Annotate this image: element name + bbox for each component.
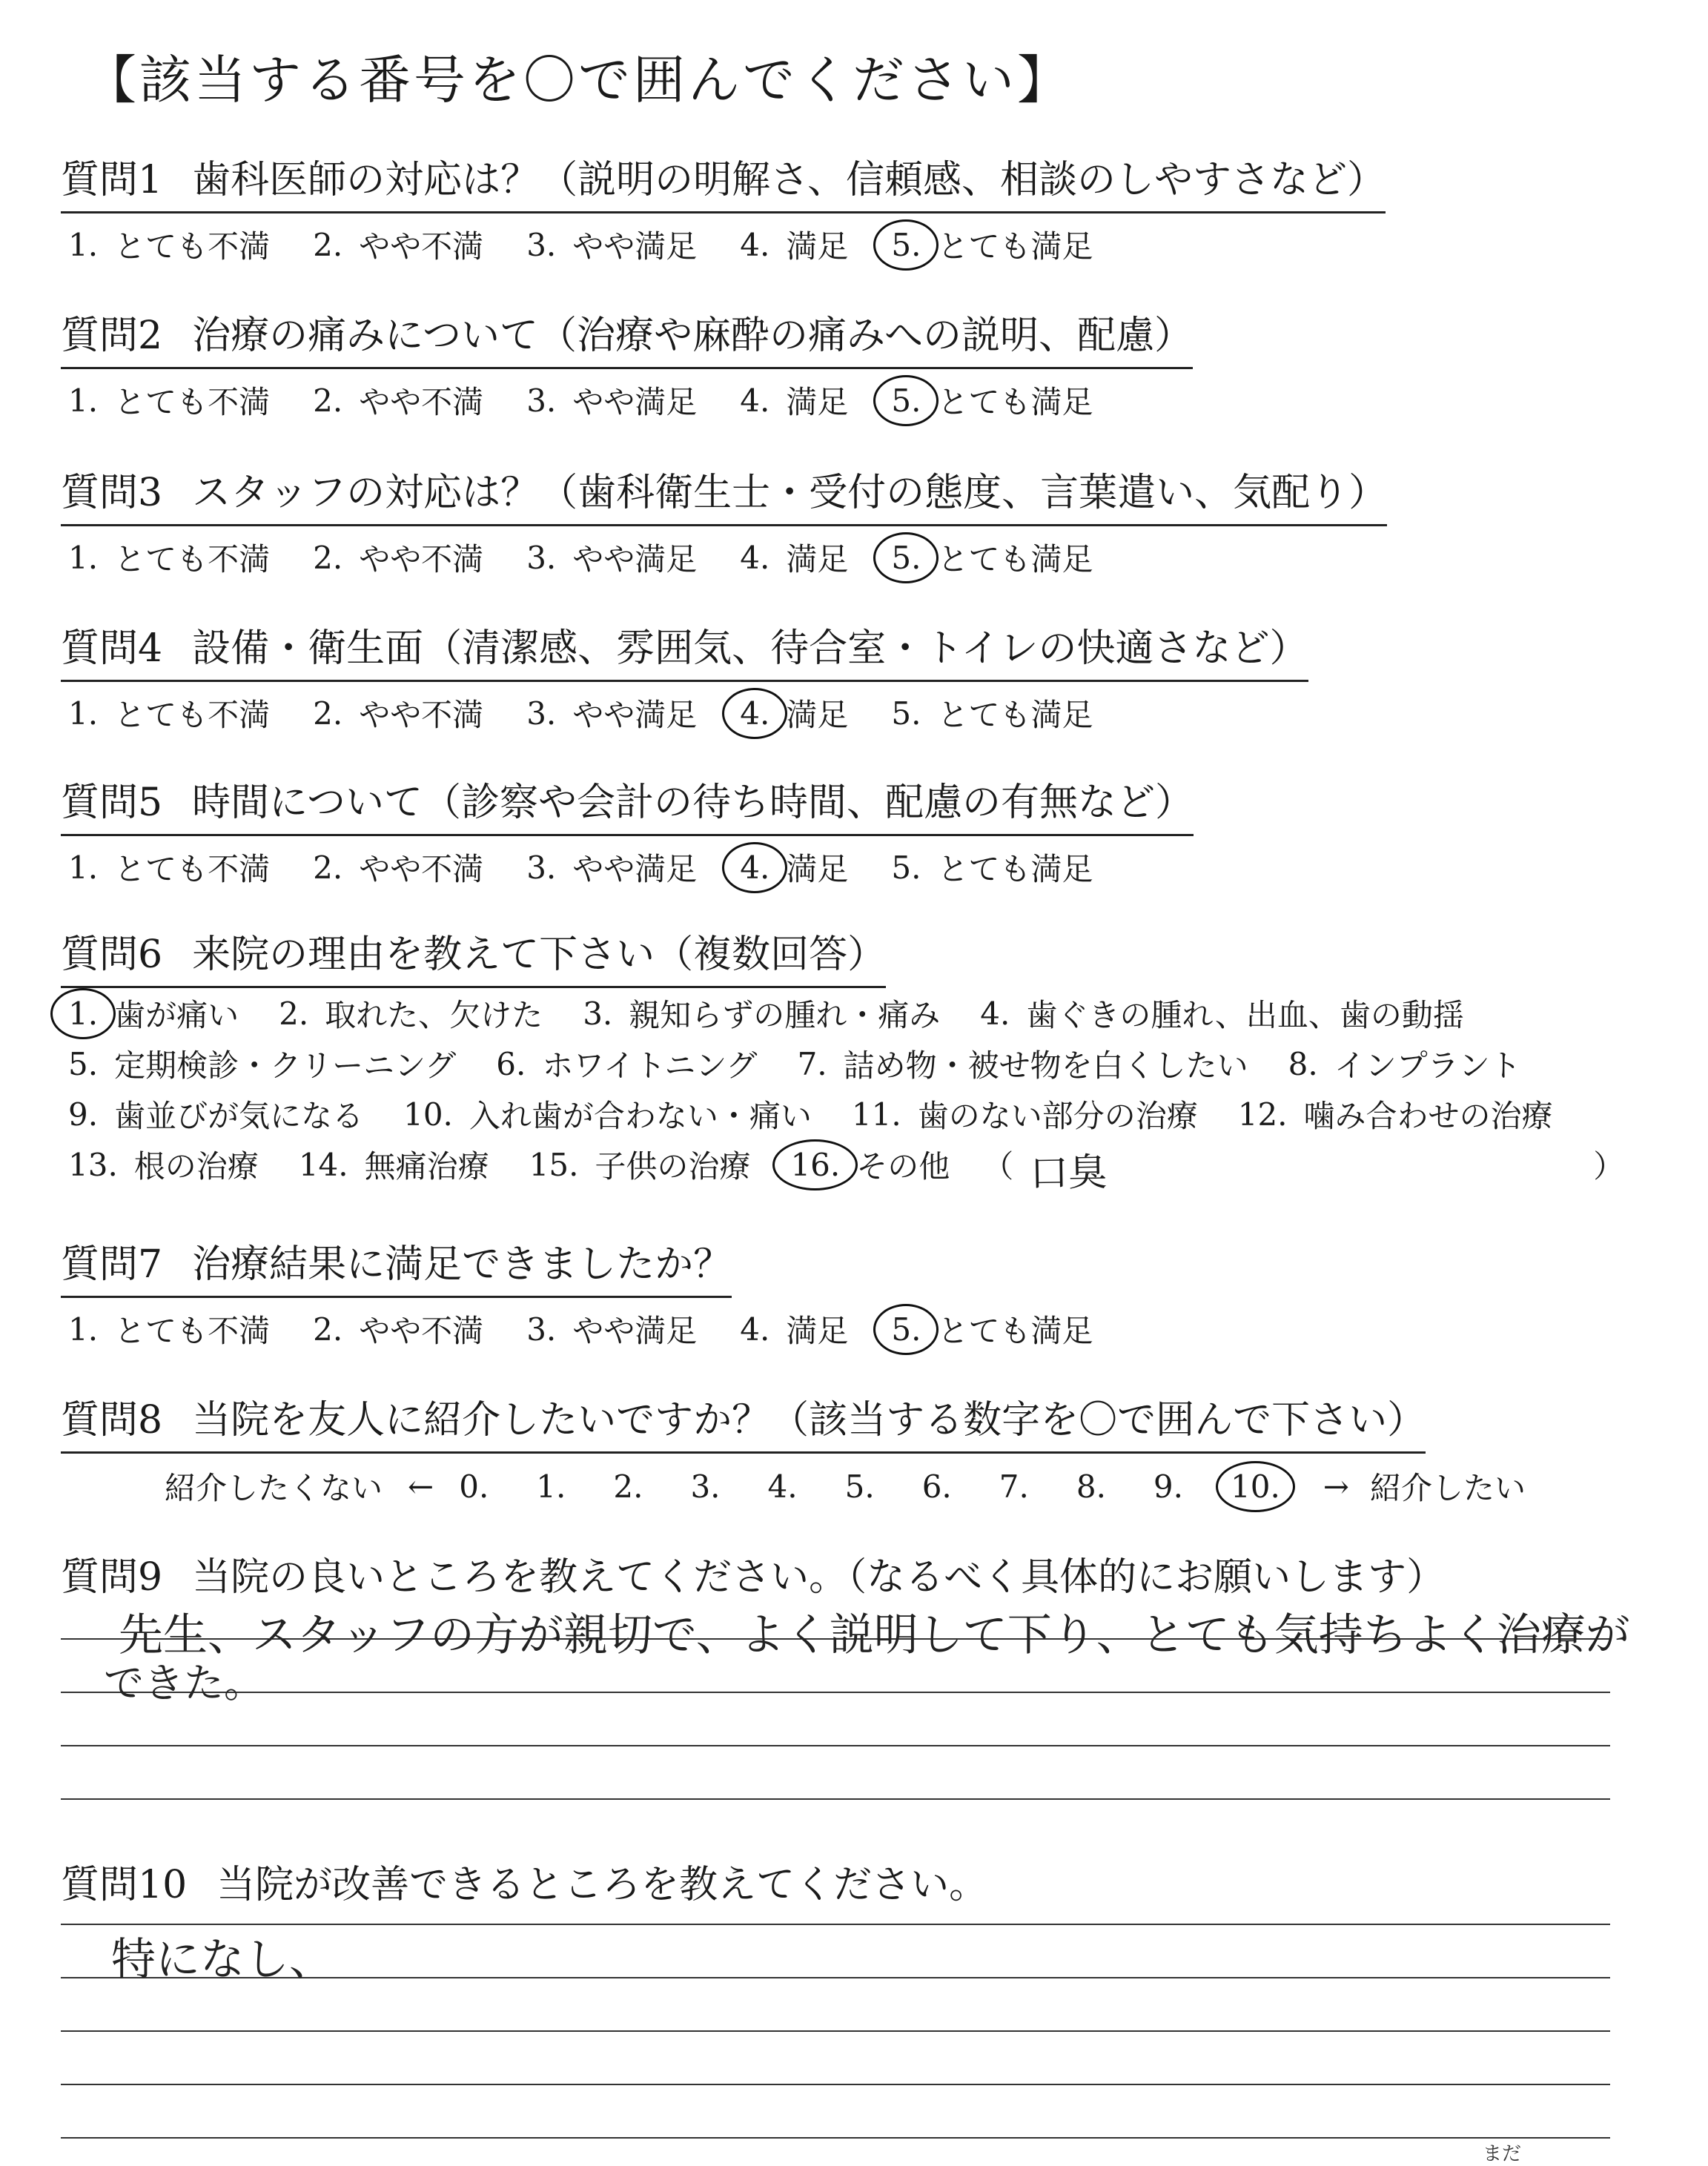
hand-drawn-circle <box>772 1139 858 1190</box>
reason-option-5[interactable]: 5. 定期検診・クリーニング <box>68 1045 457 1084</box>
choice-3[interactable]: 3. やや満足 <box>526 382 698 420</box>
choice-4[interactable]: 4. 満足 <box>732 691 848 735</box>
question-8 <box>61 1388 1551 1508</box>
choice-3[interactable]: 3. やや満足 <box>526 695 698 733</box>
other-reason-handwritten[interactable]: 口臭 <box>1029 1150 1108 1196</box>
question-text: スタッフの対応は？（歯科衛生士・受付の態度、言葉遣い、気配り） <box>192 471 1388 515</box>
other-open-paren: （ <box>982 1148 1014 1185</box>
scale-value-5[interactable]: 5. <box>844 1468 875 1505</box>
reason-option-13[interactable]: 13. 根の治療 <box>68 1146 259 1185</box>
question-text: 来院の理由を教えて下さい（複数回答） <box>192 933 887 977</box>
hand-drawn-circle <box>873 219 939 271</box>
question-text: 当院が改善できるところを教えてください。 <box>216 1863 988 1907</box>
scale-value-2[interactable]: 2. <box>613 1468 643 1505</box>
question-text: 治療の痛みについて（治療や麻酔の痛みへの説明、配慮） <box>192 314 1194 358</box>
choice-4[interactable]: 4. 満足 <box>740 1311 849 1349</box>
choice-5[interactable]: 5. とても満足 <box>891 849 1093 887</box>
question-header <box>61 461 1387 526</box>
question-7 <box>61 1233 1128 1351</box>
choice-2[interactable]: 2. やや不満 <box>313 382 484 420</box>
scale-value-7[interactable]: 7. <box>999 1468 1029 1505</box>
question-number: 質問5 <box>61 781 163 825</box>
page-title: 【該当する番号を〇で囲んでください】 <box>85 50 1072 110</box>
options-row-1 <box>61 988 1624 1039</box>
reason-option-3[interactable]: 3. 親知らずの腫れ・痛み <box>583 995 941 1033</box>
question-header <box>61 923 886 988</box>
options-row-2 <box>61 1039 1624 1089</box>
choice-1[interactable]: 1. とても不満 <box>68 539 271 577</box>
choice-1[interactable]: 1. とても不満 <box>68 1311 271 1349</box>
recommend-scale <box>165 1464 1551 1508</box>
choice-3[interactable]: 3. やや満足 <box>526 1311 698 1349</box>
scale-right-label: 紹介したい <box>1370 1470 1526 1506</box>
scale-value-10[interactable]: 10. <box>1226 1468 1285 1505</box>
question-header <box>61 617 1308 682</box>
reason-option-16[interactable]: 16. その他 <box>783 1142 950 1187</box>
question-4 <box>61 617 1308 735</box>
question-number: 質問2 <box>61 314 163 358</box>
q9-handwritten-answer-line-1: 先生、スタッフの方が親切で、よく説明して下り、とても気持ちよく治療が <box>119 1609 1630 1661</box>
choice-3[interactable]: 3. やや満足 <box>526 849 698 887</box>
choice-3[interactable]: 3. やや満足 <box>526 539 698 577</box>
scale-value-0[interactable]: 0. <box>459 1468 489 1505</box>
question-text: 歯科医師の対応は？（説明の明解さ、信頼感、相談のしやすさなど） <box>192 158 1386 202</box>
choice-5[interactable]: 5. とても満足 <box>884 378 1093 423</box>
question-number: 質問10 <box>61 1863 188 1907</box>
reason-option-1[interactable]: 1. 歯が痛い <box>61 991 239 1036</box>
answer-scale <box>61 845 1194 890</box>
choice-number-circled: 4. <box>732 695 777 732</box>
reason-option-15[interactable]: 15. 子供の治療 <box>529 1146 751 1185</box>
question-header <box>61 304 1193 369</box>
question-1 <box>61 148 1386 267</box>
question-number: 質問1 <box>61 158 163 202</box>
options-row-3 <box>61 1089 1624 1139</box>
choice-number-circled: 5. <box>884 1311 928 1348</box>
reason-option-6[interactable]: 6. ホワイトニング <box>496 1045 758 1084</box>
right-arrow-icon: → <box>1323 1468 1349 1505</box>
choice-number-circled: 5. <box>884 382 928 419</box>
choice-4[interactable]: 4. 満足 <box>740 382 849 420</box>
answer-lines-q10[interactable] <box>61 1872 1610 2139</box>
question-number: 質問6 <box>61 933 163 977</box>
choice-2[interactable]: 2. やや不満 <box>313 539 484 577</box>
choice-3[interactable]: 3. やや満足 <box>526 226 698 265</box>
choice-2[interactable]: 2. やや不満 <box>313 1311 484 1349</box>
scale-value-8[interactable]: 8. <box>1076 1468 1106 1505</box>
scale-value-6[interactable]: 6. <box>921 1468 952 1505</box>
question-text: 治療結果に満足できましたか？ <box>192 1242 732 1287</box>
reason-option-8[interactable]: 8. インプラント <box>1288 1045 1521 1084</box>
q9-handwritten-answer-line-2: できた。 <box>104 1660 264 1706</box>
scale-value-1[interactable]: 1. <box>536 1468 566 1505</box>
question-text: 設備・衛生面（清潔感、雰囲気、待合室・トイレの快適さなど） <box>192 626 1308 671</box>
choice-1[interactable]: 1. とても不満 <box>68 382 271 420</box>
answer-scale <box>61 1307 1128 1351</box>
reason-option-10[interactable]: 10. 入れ歯が合わない・痛い <box>403 1096 812 1134</box>
question-text: 当院の良いところを教えてください。（なるべく具体的にお願いします） <box>192 1555 1446 1600</box>
choice-5[interactable]: 5. とても満足 <box>884 1307 1093 1351</box>
question-text: 当院を友人に紹介したいですか？（該当する数字を〇で囲んで下さい） <box>192 1398 1426 1443</box>
question-text: 時間について（診察や会計の待ち時間、配慮の有無など） <box>192 781 1194 825</box>
question-header <box>61 1233 732 1298</box>
reason-option-14[interactable]: 14. 無痛治療 <box>298 1146 489 1185</box>
question-2 <box>61 304 1193 423</box>
answer-scale <box>61 535 1387 580</box>
question-6 <box>61 923 1625 1196</box>
scale-value-3[interactable]: 3. <box>690 1468 721 1505</box>
choice-1[interactable]: 1. とても不満 <box>68 695 271 733</box>
reason-option-2[interactable]: 2. 取れた、欠けた <box>279 995 543 1033</box>
choice-number-circled: 4. <box>732 849 777 886</box>
question-number: 質問4 <box>61 626 163 671</box>
question-5 <box>61 771 1194 890</box>
choice-number-circled: 1. <box>61 996 105 1032</box>
hand-drawn-circle <box>1216 1461 1295 1512</box>
other-close-paren: ） <box>1593 1148 1625 1185</box>
corner-handwritten-mark: まだ <box>1483 2143 1522 2165</box>
question-number: 質問3 <box>61 471 163 515</box>
choice-1[interactable]: 1. とても不満 <box>68 849 271 887</box>
answer-scale <box>61 222 1386 267</box>
hand-drawn-circle <box>873 532 939 583</box>
choice-number-circled: 5. <box>884 540 928 576</box>
reason-option-7[interactable]: 7. 詰め物・被せ物を白くしたい <box>797 1045 1248 1084</box>
q10-handwritten-answer: 特になし、 <box>111 1934 334 1986</box>
question-header <box>61 1388 1426 1454</box>
hand-drawn-circle <box>873 375 939 426</box>
choice-4[interactable]: 4. 満足 <box>740 226 849 265</box>
choice-4[interactable]: 4. 満足 <box>740 539 849 577</box>
left-arrow-icon: ← <box>408 1468 434 1505</box>
question-3 <box>61 461 1387 580</box>
choice-5[interactable]: 5. とても満足 <box>884 222 1093 267</box>
choice-5[interactable]: 5. とても満足 <box>891 695 1093 733</box>
scale-left-label: 紹介したくない <box>165 1470 383 1506</box>
scale-value-4[interactable]: 4. <box>767 1468 798 1505</box>
scale-value-9[interactable]: 9. <box>1153 1468 1183 1505</box>
reason-options <box>61 988 1625 1196</box>
choice-2[interactable]: 2. やや不満 <box>313 849 484 887</box>
choice-2[interactable]: 2. やや不満 <box>313 695 484 733</box>
question-number: 質問8 <box>61 1398 163 1443</box>
hand-drawn-circle <box>873 1304 939 1355</box>
hand-drawn-circle <box>722 688 787 739</box>
options-row-4 <box>61 1139 1625 1196</box>
choice-5[interactable]: 5. とても満足 <box>884 535 1093 580</box>
answer-scale <box>61 691 1308 735</box>
choice-2[interactable]: 2. やや不満 <box>313 226 484 265</box>
choice-1[interactable]: 1. とても不満 <box>68 226 271 265</box>
reason-option-9[interactable]: 9. 歯並びが気になる <box>68 1096 364 1134</box>
choice-4[interactable]: 4. 満足 <box>732 845 848 890</box>
choice-number-circled: 16. <box>783 1147 847 1183</box>
hand-drawn-circle <box>50 988 116 1039</box>
question-number: 質問7 <box>61 1242 163 1287</box>
reason-option-4[interactable]: 4. 歯ぐきの腫れ、出血、歯の動揺 <box>980 995 1464 1033</box>
reason-option-12[interactable]: 12. 噛み合わせの治療 <box>1237 1096 1553 1134</box>
reason-option-11[interactable]: 11. 歯のない部分の治療 <box>851 1096 1198 1134</box>
answer-scale <box>61 378 1193 423</box>
question-header <box>61 771 1194 836</box>
question-number: 質問9 <box>61 1555 163 1600</box>
hand-drawn-circle <box>722 842 787 893</box>
question-header <box>61 148 1386 213</box>
choice-number-circled: 5. <box>884 227 928 263</box>
